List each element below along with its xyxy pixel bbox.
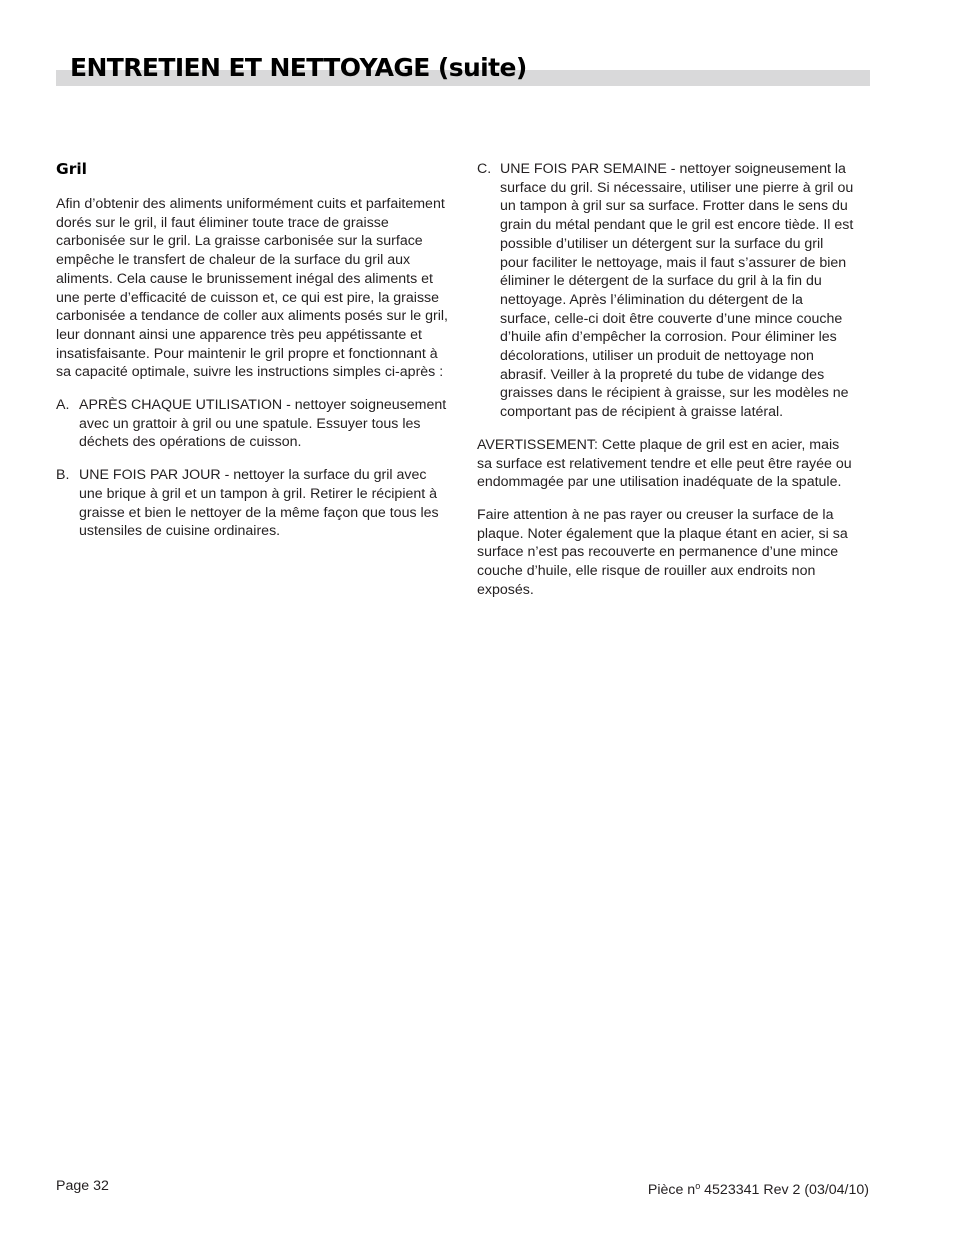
page-title: ENTRETIEN ET NETTOYAGE (suite) [70,53,527,82]
right-column [477,160,855,613]
left-column [56,158,448,555]
part-prefix: Pièce n [647,1182,696,1198]
intro-paragraph: Afin d’obtenir des aliments uniformément cuits et parfaitement dorés sur le gril, il faut éliminer toute trace de graisse carbonisée sur le gril. La graisse carbonisée sur la surface empêche le transfert de chaleur de la surface du gril aux aliments. Cela cause le brunissement inégal des aliments et une perte d’efficacité de cuisson et, ce qui est pire, la graisse carbonisée a tendance de coller aux aliments posés sur le gril, leur donnant ainsi une apparence très peu appétissante et insatisfaisante. Pour maintenir le gril propre et fonctionnant à sa capacité optimale, suivre les instructions simples ci-après : [56,196,448,381]
step-b [56,466,448,541]
step-text: UNE FOIS PAR JOUR - nettoyer la surface du gril avec une brique à gril et un tampon à gril. Retirer le récipient à graisse et bien le nettoyer de la même façon que tous les ustensiles de cuisine ordinaires. [79,467,439,540]
section-heading: Gril [56,160,87,178]
step-text: UNE FOIS PAR SEMAINE - nettoyer soigneusement la surface du gril. Si nécessaire, utiliser une pierre à gril ou un tampon à gril sur sa surface. Frotter dans le sens du grain du métal pendant que le gril est encore tiède. Il est possible d’utiliser un détergent sur la surface du gril pour faciliter le nettoyage, mais il faut s’assurer de bien éliminer le détergent de la surface du gril à la fin du nettoyage. Après l’élimination du détergent de la surface, celle-ci doit être couverte d’une mince couche d’huile afin d’empêcher la corrosion. Pour éliminer les décolorations, utiliser un produit de nettoyage non abrasif. Veiller à la propreté du tube de vidange des graisses dans le récipient à graisse, sur les modèles ne comportant pas de récipient à graisse latéral. [500,161,854,421]
part-number [648,1176,869,1200]
note-paragraph: Faire attention à ne pas rayer ou creuser la surface de la plaque. Noter également que la plaque étant en acier, si sa surface n’est pas recouverte en permanence d’une mince couche d’huile, elle risque de rouiller aux endroits non exposés. [477,506,848,598]
step-letter: B. [56,467,70,484]
step-letter: A. [56,397,70,414]
part-number-text: 4523341 Rev 2 (03/04/10) [700,1182,869,1198]
warning-paragraph: AVERTISSEMENT: Cette plaque de gril est en acier, mais sa surface est relativement tendre et elle peut être rayée ou endommagée par une utilisation inadéquate de la spatule. [477,436,852,491]
step-c [477,160,855,422]
step-text: APRÈS CHAQUE UTILISATION - nettoyer soigneusement avec un grattoir à gril ou une spatule. Essuyer tous les déchets des opérations de cuisson. [79,397,447,451]
part-superscript: o [695,1181,701,1191]
step-letter: C. [477,161,492,177]
step-a [56,396,448,452]
page-number: Page 32 [56,1178,109,1194]
